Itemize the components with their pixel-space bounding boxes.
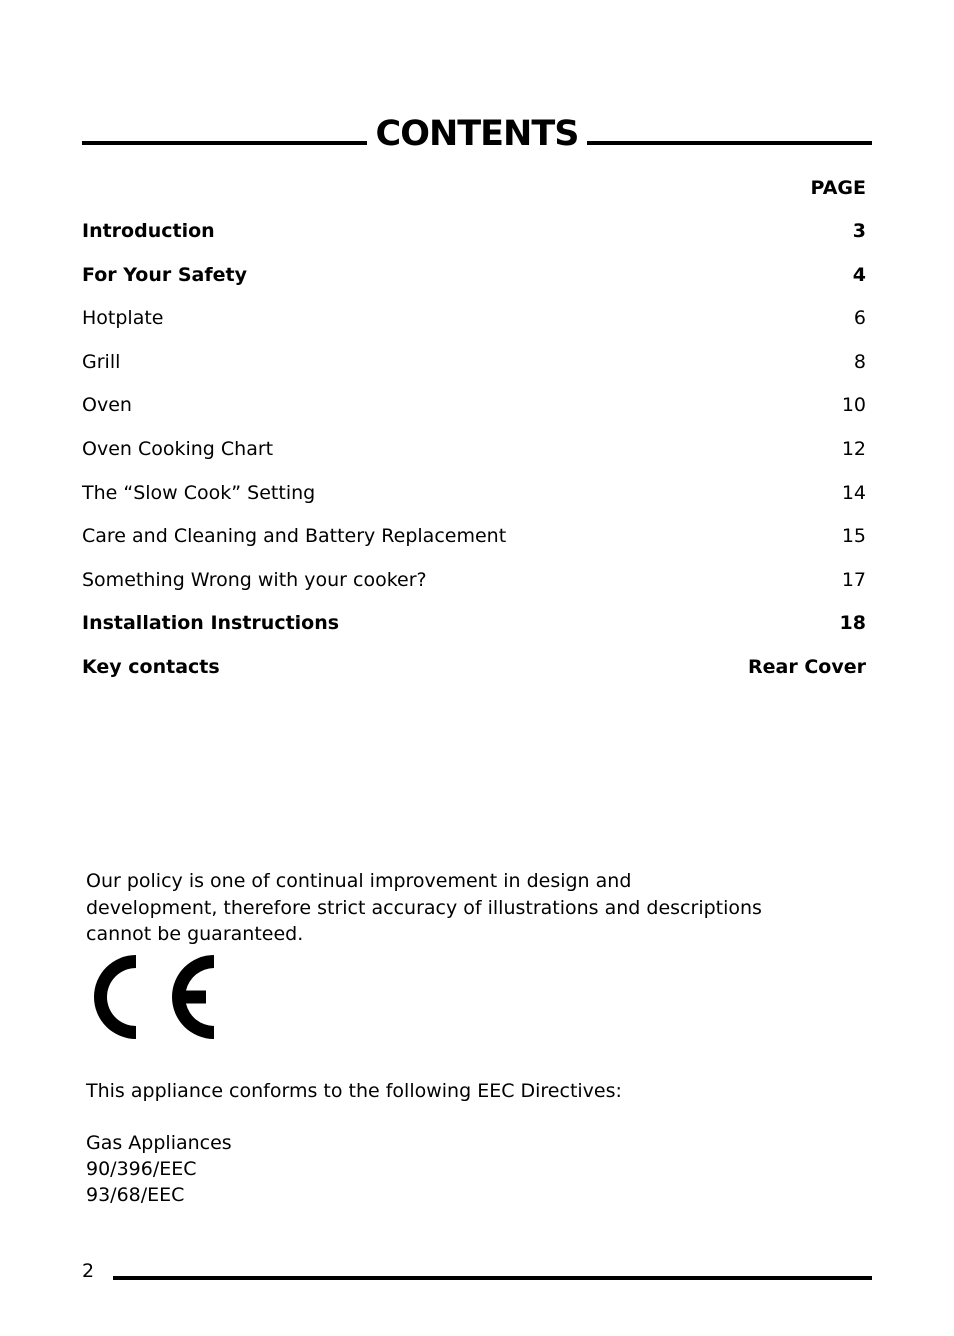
toc-entry-page: 17 xyxy=(841,568,866,591)
toc-entry[interactable] xyxy=(82,567,866,611)
toc-entry-label: Hotplate xyxy=(82,307,164,330)
toc-entry[interactable] xyxy=(82,480,866,524)
toc-entry[interactable] xyxy=(82,218,866,262)
toc-entry-page: 6 xyxy=(853,307,866,330)
table-of-contents xyxy=(82,218,866,698)
toc-entry-page: 8 xyxy=(853,350,866,373)
toc-entry-page: 12 xyxy=(841,437,866,460)
toc-entry-page: 10 xyxy=(841,394,866,417)
toc-entry[interactable] xyxy=(82,436,866,480)
footer-rule xyxy=(113,1276,872,1280)
toc-entry-page: 14 xyxy=(841,481,866,504)
toc-entry-label: Oven Cooking Chart xyxy=(82,437,274,460)
toc-entry[interactable] xyxy=(82,262,866,306)
toc-entry-label: The “Slow Cook” Setting xyxy=(82,481,316,504)
toc-entry-page: Rear Cover xyxy=(748,655,866,678)
toc-entry[interactable] xyxy=(82,392,866,436)
toc-entry[interactable] xyxy=(82,305,866,349)
page-column-header: PAGE xyxy=(810,177,866,199)
directive-list xyxy=(86,1130,232,1208)
toc-entry-label: Introduction xyxy=(82,220,215,242)
toc-entry-label: Grill xyxy=(82,350,121,373)
toc-entry[interactable] xyxy=(82,654,866,698)
toc-entry-label: Something Wrong with your cooker? xyxy=(82,568,427,591)
toc-entry-page: 4 xyxy=(852,263,866,286)
title-rule-left xyxy=(82,141,367,145)
title-rule-right xyxy=(587,141,872,145)
page-number: 2 xyxy=(82,1260,95,1282)
toc-entry-label: Installation Instructions xyxy=(82,612,340,635)
toc-entry[interactable] xyxy=(82,349,866,393)
toc-entry-page: 18 xyxy=(839,612,866,635)
toc-entry-label: For Your Safety xyxy=(82,263,247,286)
directive-item: 93/68/EEC xyxy=(86,1184,185,1206)
toc-entry-label: Key contacts xyxy=(82,655,220,678)
directive-item: Gas Appliances xyxy=(86,1132,232,1154)
conformity-statement: This appliance conforms to the following EEC Directives: xyxy=(86,1080,622,1102)
toc-entry[interactable] xyxy=(82,610,866,654)
ce-mark-c xyxy=(94,955,136,1039)
policy-statement: Our policy is one of continual improvement in design and development, therefore strict accuracy of illustrations and descriptions cannot be guaranteed. xyxy=(86,870,762,945)
directive-item: 90/396/EEC xyxy=(86,1158,197,1180)
toc-entry[interactable] xyxy=(82,523,866,567)
toc-entry-label: Care and Cleaning and Battery Replacement xyxy=(82,525,507,548)
toc-entry-page: 3 xyxy=(852,220,866,242)
toc-entry-label: Oven xyxy=(82,394,132,417)
toc-entry-page: 15 xyxy=(841,525,866,548)
ce-mark-icon xyxy=(86,953,216,1041)
page-title: CONTENTS xyxy=(375,114,579,154)
ce-mark-e xyxy=(172,955,214,1039)
